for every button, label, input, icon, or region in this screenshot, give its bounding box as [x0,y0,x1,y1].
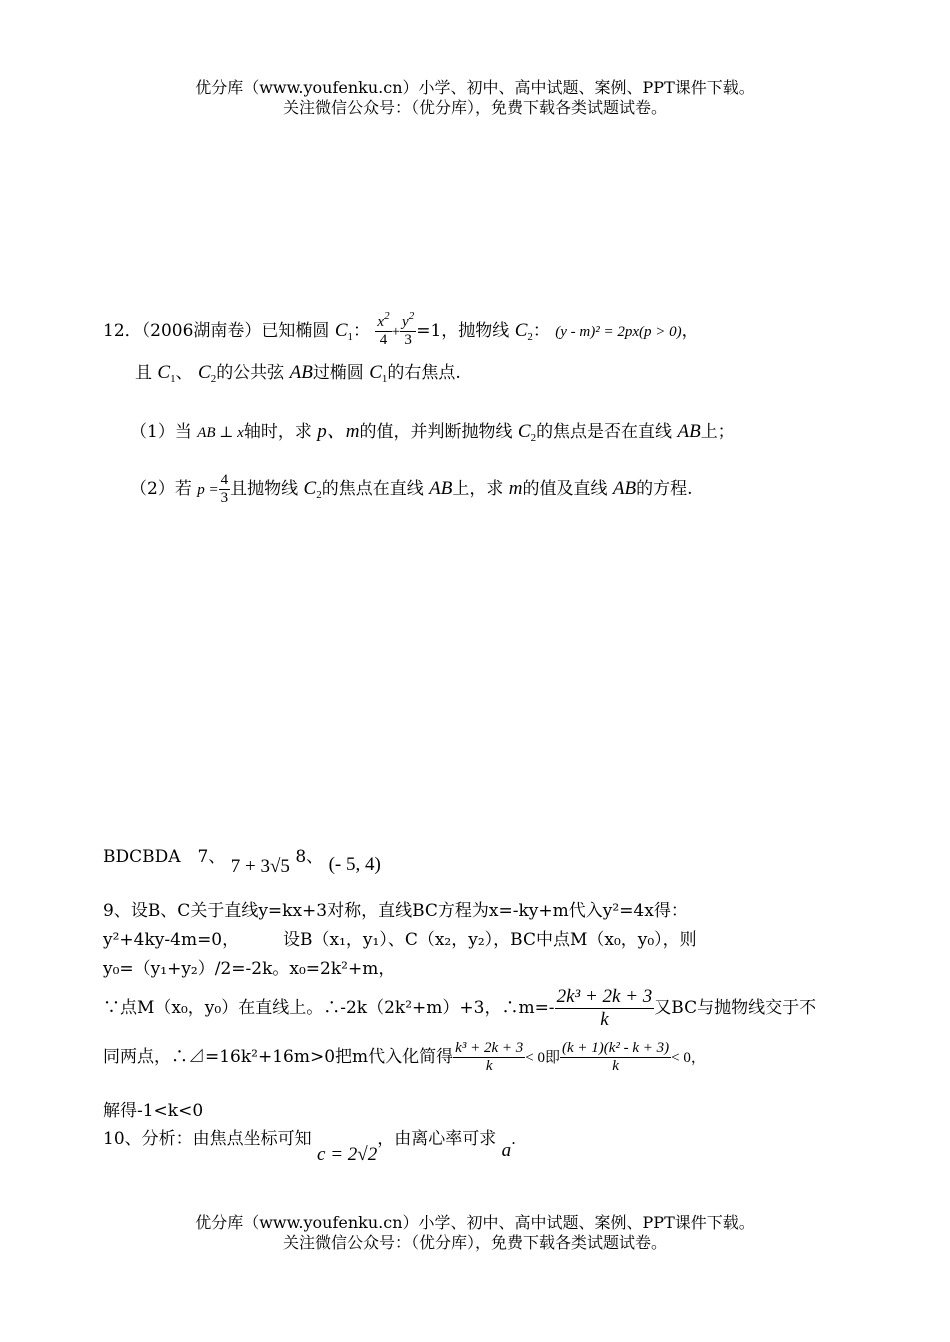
equation-equals-one: =1，抛物线 [416,321,510,341]
answer-9-line-2b: 设B（x₁，y₁）、C（x₂，y₂），BC中点M（x₀，y₀），则 [283,930,697,950]
q12-line-2: 且 $C_1$、 $C_2$的公共弦 AB过椭圆 $C_1$的右焦点. [135,362,461,385]
colon: ： [353,321,370,341]
fraction-m: $\frac{\text{2k³ + 2k + 3}}{k}$ [556,986,653,1030]
answer-9-line-5: 同两点，∴⊿=16k²+16m>0把m代入化简得 $\frac{\text{k³ + 2k + 3}}{k}$ < 0即 $\frac{\text{(k + 1)(k² - k + 3)}}{k}$ < 0， [103,1040,706,1074]
colon: ： [532,321,550,341]
question-number: 12． [103,321,142,341]
perpendicular-condition: AB ⊥ x [197,425,244,441]
answer-9-line-4: ∵点M（x₀，y₀）在直线上。∴-2k（2k²+m）+3，∴m=- $\frac{\text{2k³ + 2k + 3}}{k}$ 又BC与抛物线交于不 [103,986,817,1030]
header-line-2: 关注微信公众号：（优分库），免费下载各类试题试卷。 [282,98,667,117]
answer-8: (- 5, 4) [328,854,381,875]
answer-7: 7 + 3√5 [230,856,290,877]
fraction-simplified: $\frac{\text{k³ + 2k + 3}}{k}$ [455,1040,524,1074]
footer-line-1: 优分库（www.youfenku.cn）小学、初中、高中试题、案例、PPT课件下载。 [195,1213,755,1232]
answer-9-line-3: y₀=（y₁+y₂）/2=-2k。x₀=2k²+m， [103,959,396,979]
q12-part-1: （1）当 AB ⊥ x轴时，求 p、m的值，并判断抛物线 $C_2$的焦点是否在直线 AB上； [130,421,735,444]
focus-equation: c = 2√2 [317,1144,378,1165]
parabola-c2: $C_2$ [514,320,533,343]
chord-ab: AB [289,362,313,383]
comma: ， [681,321,699,341]
fraction-x2-4: $\frac{x^2}{4}$ [377,310,390,348]
ellipse-c1: $C_1$ [334,320,353,343]
answer-9-line-2a: y²+4ky-4m=0， [103,930,240,950]
parabola-equation: (y - m)² = 2px(p > 0) [555,324,682,340]
answer-9-line-1: 9、设B、C关于直线y=kx+3对称，直线BC方程为x=-ky+m代入y²=4x得： [103,901,688,921]
q12-part-2: （2）若 p = $\frac{4}{3}$ 且抛物线 $C_2$的焦点在直线 AB上，求 m的值及直线 AB的方程. [130,472,693,506]
fraction-4-3: $\frac{4}{3}$ [220,472,229,506]
answer-key: BDCBDA 7、 [103,847,226,867]
question-source: （2006湖南卷）已知椭圆 [141,321,330,341]
answer-9-line-6: 解得-1<k<0 [103,1101,204,1121]
fraction-factored: $\frac{\text{(k + 1)(k² - k + 3)}}{k}$ [561,1040,670,1074]
fraction-y2-3: $\frac{y^2}{3}$ [402,310,415,348]
footer-line-2: 关注微信公众号：（优分库），免费下载各类试题试卷。 [282,1233,667,1252]
answers-line-1: BDCBDA 7、 7 + 3√5 8、 (- 5, 4) [103,847,381,877]
q12-line-1: 12．（2006湖南卷）已知椭圆 $C_1$： $\frac{x^2}{4}$ + $\frac{y^2}{3}$ =1，抛物线 $C_2$： (y - m)² = 2px(p > 0)， [103,310,699,348]
header-line-1: 优分库（www.youfenku.cn）小学、初中、高中试题、案例、PPT课件下载。 [195,78,755,97]
answer-10: 10、分析：由焦点坐标可知 c = 2√2，由离心率可求 a. [103,1129,516,1165]
